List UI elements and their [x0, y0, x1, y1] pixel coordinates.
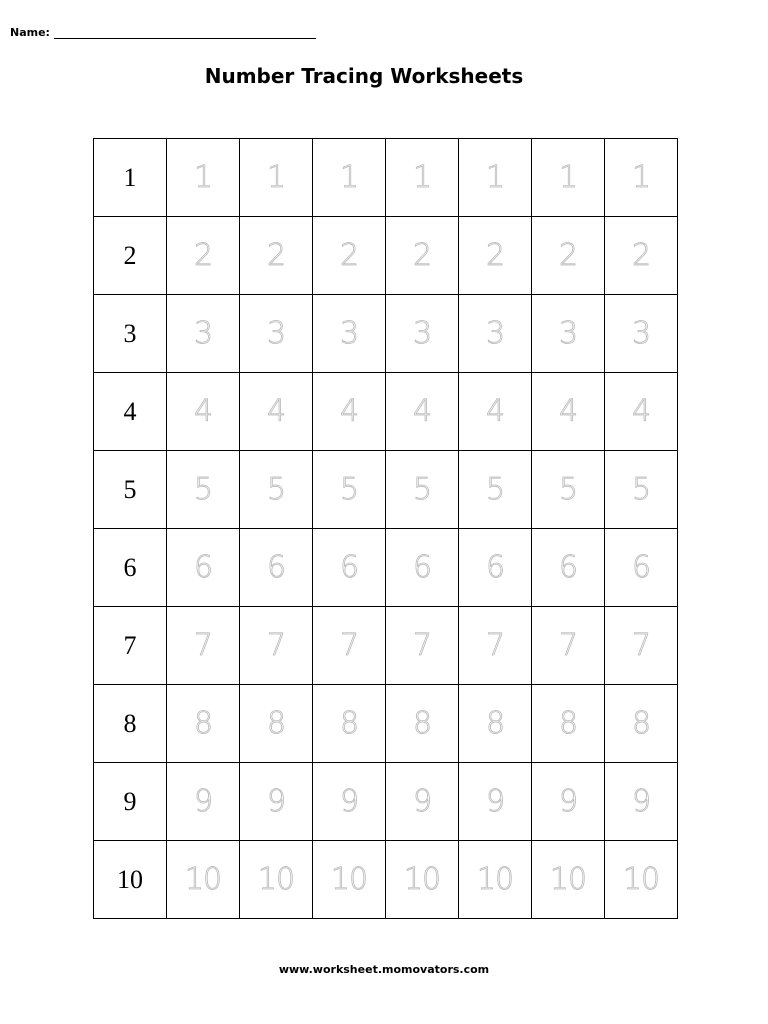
trace-cell: 1: [240, 139, 313, 217]
trace-cell: 2: [459, 217, 532, 295]
trace-cell: 10: [605, 841, 678, 919]
grid-row: [94, 295, 678, 373]
trace-cell: 2: [386, 217, 459, 295]
trace-cell: 6: [386, 529, 459, 607]
trace-cell: 8: [459, 685, 532, 763]
trace-cell: 9: [167, 763, 240, 841]
grid-row: [94, 373, 678, 451]
trace-cell: 6: [167, 529, 240, 607]
trace-cell: 8: [167, 685, 240, 763]
trace-cell: 8: [240, 685, 313, 763]
trace-cell: 8: [532, 685, 605, 763]
grid-row: [94, 763, 678, 841]
trace-cell: 3: [313, 295, 386, 373]
trace-cell: 1: [386, 139, 459, 217]
trace-cell: 2: [240, 217, 313, 295]
trace-cell: 7: [459, 607, 532, 685]
trace-cell: 5: [313, 451, 386, 529]
name-label: Name:: [10, 26, 50, 39]
trace-cell: 6: [532, 529, 605, 607]
trace-cell: 7: [313, 607, 386, 685]
trace-cell: 8: [313, 685, 386, 763]
trace-cell: 5: [386, 451, 459, 529]
row-number-label: 2: [94, 217, 167, 295]
row-number-label: 6: [94, 529, 167, 607]
trace-cell: 7: [605, 607, 678, 685]
trace-cell: 10: [459, 841, 532, 919]
trace-cell: 8: [605, 685, 678, 763]
trace-cell: 10: [240, 841, 313, 919]
trace-cell: 1: [532, 139, 605, 217]
trace-cell: 5: [240, 451, 313, 529]
trace-cell: 5: [532, 451, 605, 529]
row-number-label: 8: [94, 685, 167, 763]
trace-cell: 6: [240, 529, 313, 607]
trace-cell: 1: [313, 139, 386, 217]
trace-cell: 3: [240, 295, 313, 373]
trace-cell: 1: [167, 139, 240, 217]
grid-row: [94, 841, 678, 919]
grid-row: [94, 529, 678, 607]
trace-cell: 9: [240, 763, 313, 841]
grid-row: [94, 139, 678, 217]
grid-row: [94, 451, 678, 529]
trace-cell: 9: [313, 763, 386, 841]
trace-cell: 3: [386, 295, 459, 373]
trace-cell: 7: [386, 607, 459, 685]
trace-cell: 10: [313, 841, 386, 919]
trace-cell: 9: [532, 763, 605, 841]
trace-cell: 1: [459, 139, 532, 217]
row-number-label: 7: [94, 607, 167, 685]
trace-cell: 4: [167, 373, 240, 451]
trace-cell: 3: [605, 295, 678, 373]
row-number-label: 1: [94, 139, 167, 217]
trace-cell: 6: [605, 529, 678, 607]
trace-cell: 3: [532, 295, 605, 373]
name-input-line[interactable]: [54, 26, 316, 39]
trace-cell: 5: [459, 451, 532, 529]
trace-cell: 2: [313, 217, 386, 295]
trace-cell: 4: [386, 373, 459, 451]
trace-cell: 7: [240, 607, 313, 685]
trace-cell: 4: [459, 373, 532, 451]
trace-cell: 7: [167, 607, 240, 685]
tracing-grid: [93, 138, 678, 919]
trace-cell: 6: [459, 529, 532, 607]
trace-cell: 1: [605, 139, 678, 217]
trace-cell: 9: [386, 763, 459, 841]
trace-cell: 2: [605, 217, 678, 295]
trace-cell: 4: [240, 373, 313, 451]
trace-cell: 6: [313, 529, 386, 607]
trace-cell: 10: [386, 841, 459, 919]
trace-cell: 9: [459, 763, 532, 841]
trace-cell: 4: [313, 373, 386, 451]
grid-row: [94, 685, 678, 763]
footer-url: www.worksheet.momovators.com: [278, 963, 490, 976]
row-number-label: 3: [94, 295, 167, 373]
trace-cell: 5: [167, 451, 240, 529]
trace-cell: 3: [167, 295, 240, 373]
row-number-label: 4: [94, 373, 167, 451]
trace-cell: 4: [532, 373, 605, 451]
row-number-label: 10: [94, 841, 167, 919]
trace-cell: 2: [167, 217, 240, 295]
trace-cell: 10: [532, 841, 605, 919]
trace-cell: 7: [532, 607, 605, 685]
trace-cell: 5: [605, 451, 678, 529]
name-row: [10, 26, 316, 39]
trace-cell: 2: [532, 217, 605, 295]
trace-cell: 8: [386, 685, 459, 763]
row-number-label: 9: [94, 763, 167, 841]
page-title: Number Tracing Worksheets: [204, 64, 524, 88]
grid-row: [94, 217, 678, 295]
grid-row: [94, 607, 678, 685]
row-number-label: 5: [94, 451, 167, 529]
trace-cell: 4: [605, 373, 678, 451]
trace-cell: 3: [459, 295, 532, 373]
trace-cell: 10: [167, 841, 240, 919]
trace-cell: 9: [605, 763, 678, 841]
